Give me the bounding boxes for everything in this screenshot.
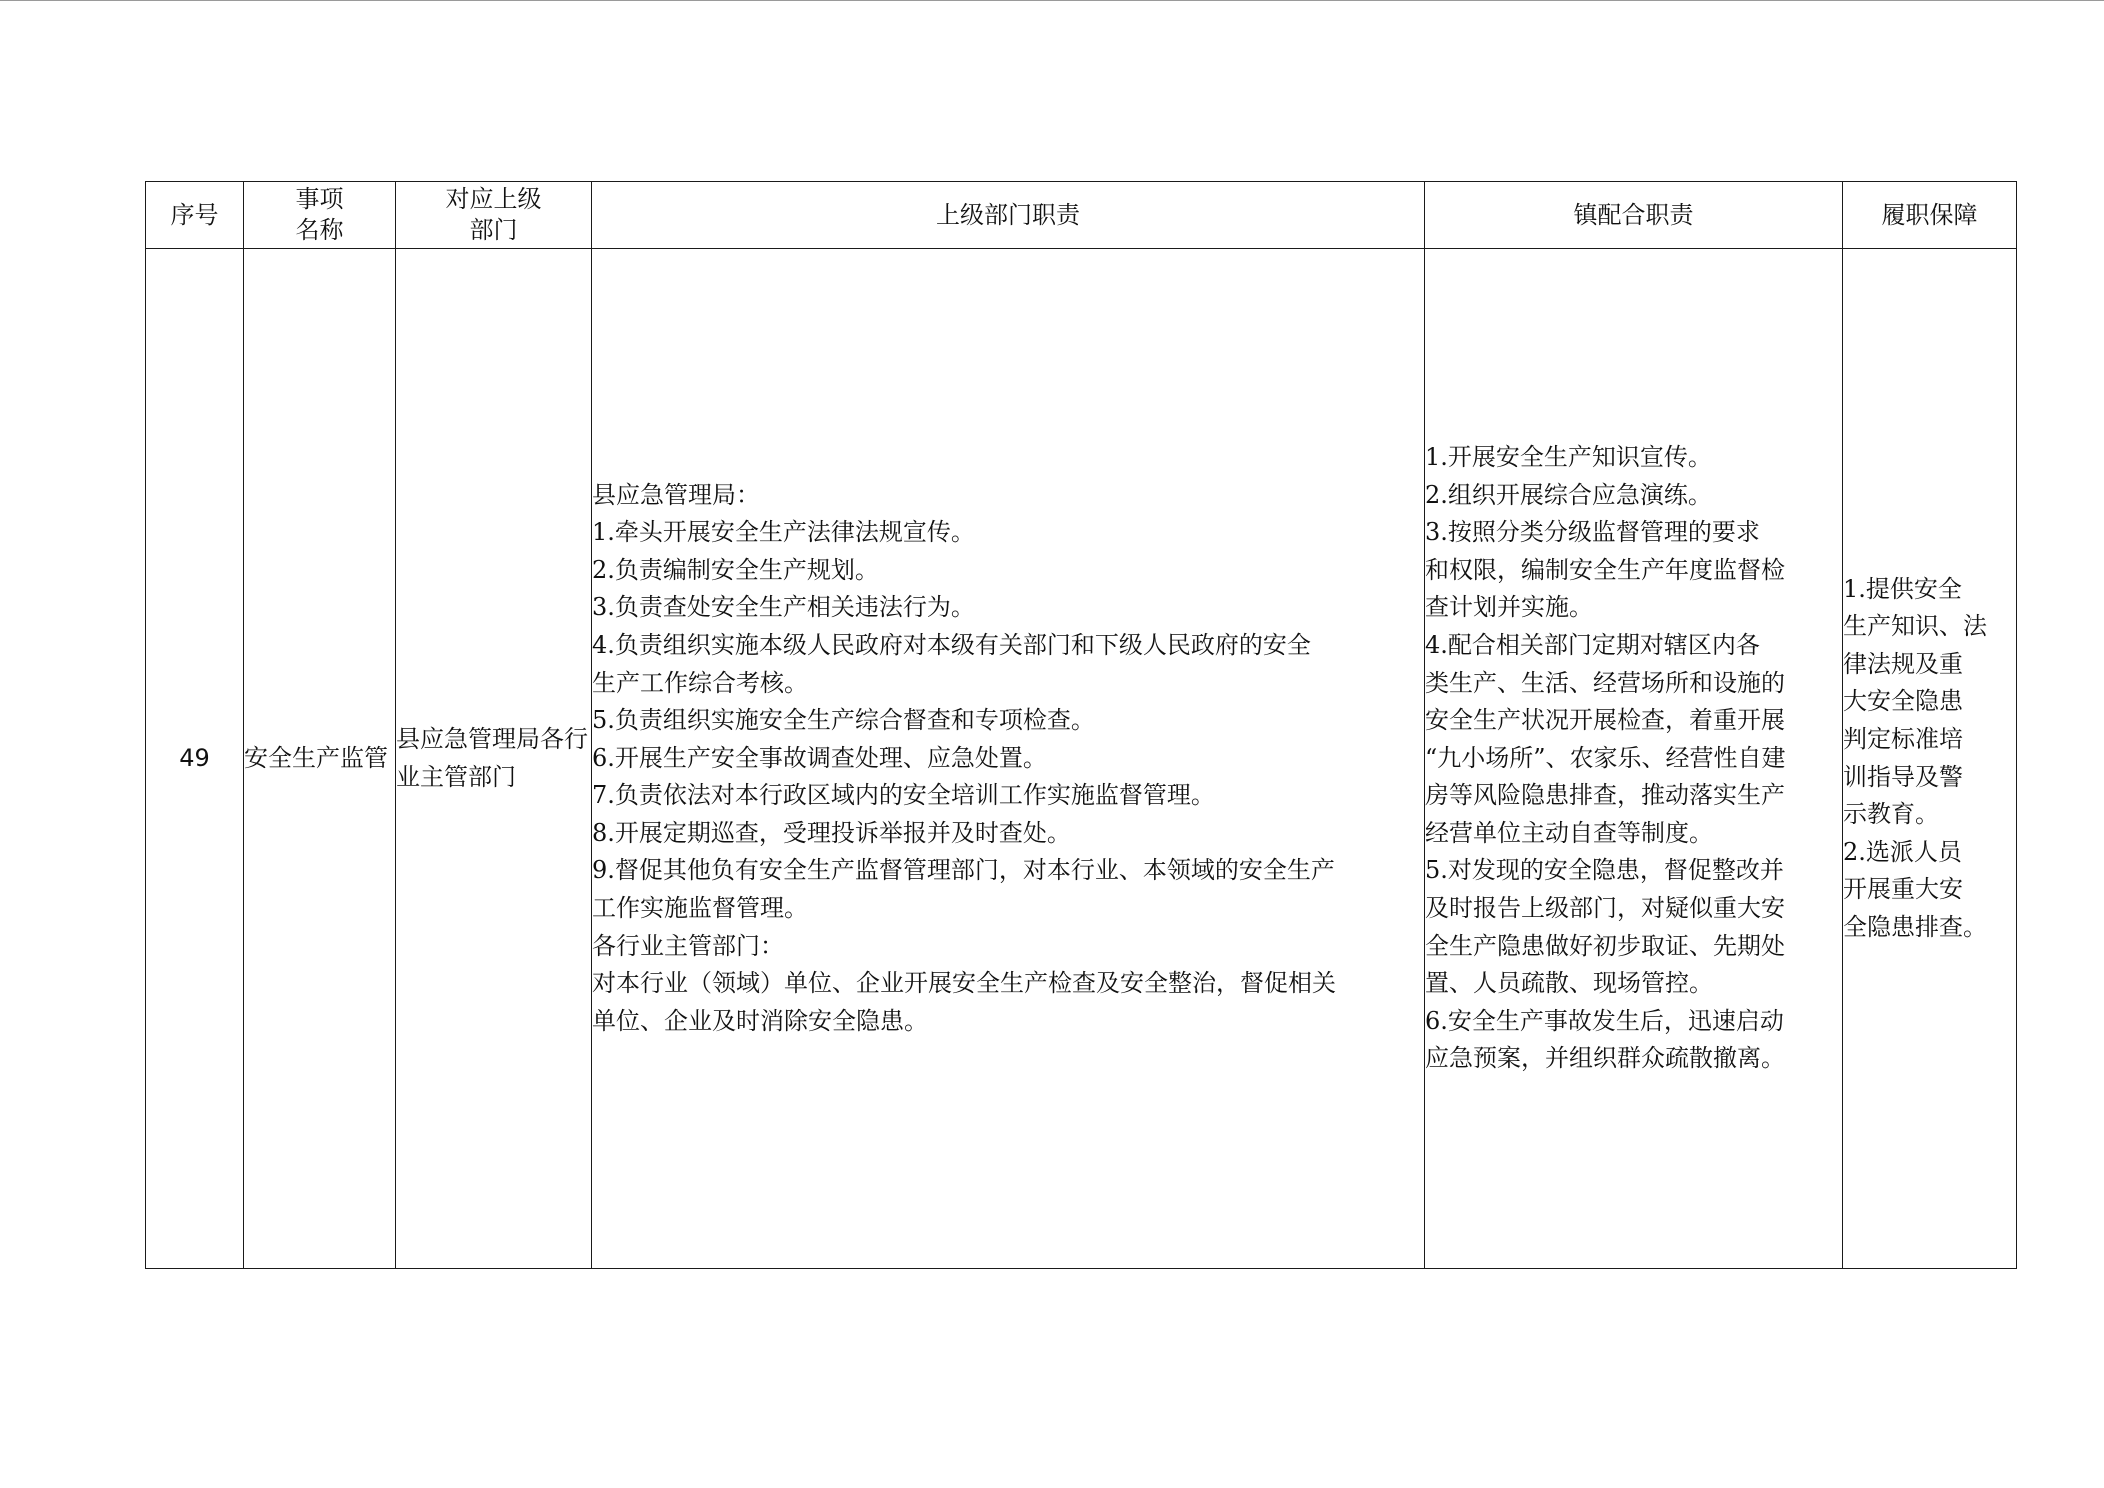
header-town-duty-label: 镇配合职责 xyxy=(1573,200,1694,229)
upper-duty-line: 7.负责依法对本行政区域内的安全培训工作实施监督管理。 xyxy=(592,781,1215,810)
header-town-duty xyxy=(1425,182,1843,249)
town-duty-line: 类生产、生活、经营场所和设施的 xyxy=(1425,668,1785,697)
item-name-text: 安全生产监管 xyxy=(244,743,388,772)
town-duty-line: 5.对发现的安全隐患，督促整改并 xyxy=(1425,856,1784,885)
header-department-line-2: 部门 xyxy=(469,216,518,244)
cell-department xyxy=(396,249,592,1269)
guarantee-line: 开展重大安 xyxy=(1843,875,1963,904)
town-duty-line: 经营单位主动自查等制度。 xyxy=(1425,818,1713,847)
guarantee-line: 生产知识、法 xyxy=(1843,612,1987,641)
header-department xyxy=(396,182,592,249)
town-duty-line: “九小场所”、农家乐、经营性自建 xyxy=(1425,743,1786,772)
header-item-name-line-2: 名称 xyxy=(295,216,344,244)
guarantee-text xyxy=(1843,571,2016,947)
town-duty-line: 及时报告上级部门，对疑似重大安 xyxy=(1425,894,1785,923)
town-duty-line: 2.组织开展综合应急演练。 xyxy=(1425,480,1712,509)
guarantee-line: 1.提供安全 xyxy=(1843,574,1962,603)
guarantee-line: 2.选派人员 xyxy=(1843,837,1962,866)
table-row xyxy=(146,249,2017,1269)
guarantee-line: 全隐患排查。 xyxy=(1843,912,1987,941)
town-duty-line: 房等风险隐患排查，推动落实生产 xyxy=(1425,781,1785,810)
guarantee-line: 示教育。 xyxy=(1843,800,1939,829)
town-duty-line: 安全生产状况开展检查，着重开展 xyxy=(1425,706,1785,735)
upper-duty-text xyxy=(592,477,1424,1041)
town-duty-line: 应急预案，并组织群众疏散撤离。 xyxy=(1425,1044,1785,1073)
upper-duty-line: 8.开展定期巡查，受理投诉举报并及时查处。 xyxy=(592,818,1071,847)
upper-duty-line: 对本行业（领域）单位、企业开展安全生产检查及安全整治，督促相关 xyxy=(592,969,1336,998)
cell-upper-duty xyxy=(592,249,1425,1269)
town-duty-line: 4.配合相关部门定期对辖区内各 xyxy=(1425,630,1760,659)
header-item-name xyxy=(244,182,396,249)
header-no-label: 序号 xyxy=(170,200,219,229)
guarantee-line: 判定标准培 xyxy=(1843,724,1963,753)
cell-guarantee xyxy=(1843,249,2017,1269)
town-duty-line: 全生产隐患做好初步取证、先期处 xyxy=(1425,931,1785,960)
header-guarantee-label: 履职保障 xyxy=(1881,200,1978,229)
row-number: 49 xyxy=(179,743,210,772)
upper-duty-line: 5.负责组织实施安全生产综合督查和专项检查。 xyxy=(592,706,1095,735)
upper-duty-line: 工作实施监督管理。 xyxy=(592,894,808,923)
upper-duty-line: 9.督促其他负有安全生产监督管理部门，对本行业、本领域的安全生产 xyxy=(592,856,1335,885)
department-text: 县应急管理局各行业主管部门 xyxy=(396,724,588,791)
header-guarantee xyxy=(1843,182,2017,249)
town-duty-line: 6.安全生产事故发生后，迅速启动 xyxy=(1425,1006,1784,1035)
guarantee-line: 律法规及重 xyxy=(1843,649,1963,678)
upper-duty-line: 3.负责查处安全生产相关违法行为。 xyxy=(592,593,975,622)
page-top-edge xyxy=(0,0,2104,1)
cell-no xyxy=(146,249,244,1269)
guarantee-line: 大安全隐患 xyxy=(1843,687,1963,716)
cell-item-name xyxy=(244,249,396,1269)
upper-duty-line: 4.负责组织实施本级人民政府对本级有关部门和下级人民政府的安全 xyxy=(592,630,1311,659)
header-row xyxy=(146,182,2017,249)
town-duty-text xyxy=(1425,439,1842,1078)
upper-duty-line: 生产工作综合考核。 xyxy=(592,668,808,697)
town-duty-line: 查计划并实施。 xyxy=(1425,593,1593,622)
header-item-name-line-1: 事项 xyxy=(295,185,344,213)
upper-duty-line: 2.负责编制安全生产规划。 xyxy=(592,555,879,584)
cell-town-duty xyxy=(1425,249,1843,1269)
duty-table xyxy=(145,181,2017,1269)
header-no xyxy=(146,182,244,249)
upper-duty-line: 县应急管理局： xyxy=(592,480,760,509)
header-upper-duty xyxy=(592,182,1425,249)
upper-duty-line: 单位、企业及时消除安全隐患。 xyxy=(592,1006,928,1035)
upper-duty-line: 1.牵头开展安全生产法律法规宣传。 xyxy=(592,518,975,547)
town-duty-line: 置、人员疏散、现场管控。 xyxy=(1425,969,1713,998)
upper-duty-line: 各行业主管部门： xyxy=(592,931,784,960)
town-duty-line: 1.开展安全生产知识宣传。 xyxy=(1425,442,1712,471)
town-duty-line: 3.按照分类分级监督管理的要求 xyxy=(1425,518,1760,547)
upper-duty-line: 6.开展生产安全事故调查处理、应急处置。 xyxy=(592,743,1047,772)
town-duty-line: 和权限，编制安全生产年度监督检 xyxy=(1425,555,1785,584)
guarantee-line: 训指导及警 xyxy=(1843,762,1963,791)
header-department-line-1: 对应上级 xyxy=(445,185,542,213)
header-upper-duty-label: 上级部门职责 xyxy=(936,200,1080,229)
